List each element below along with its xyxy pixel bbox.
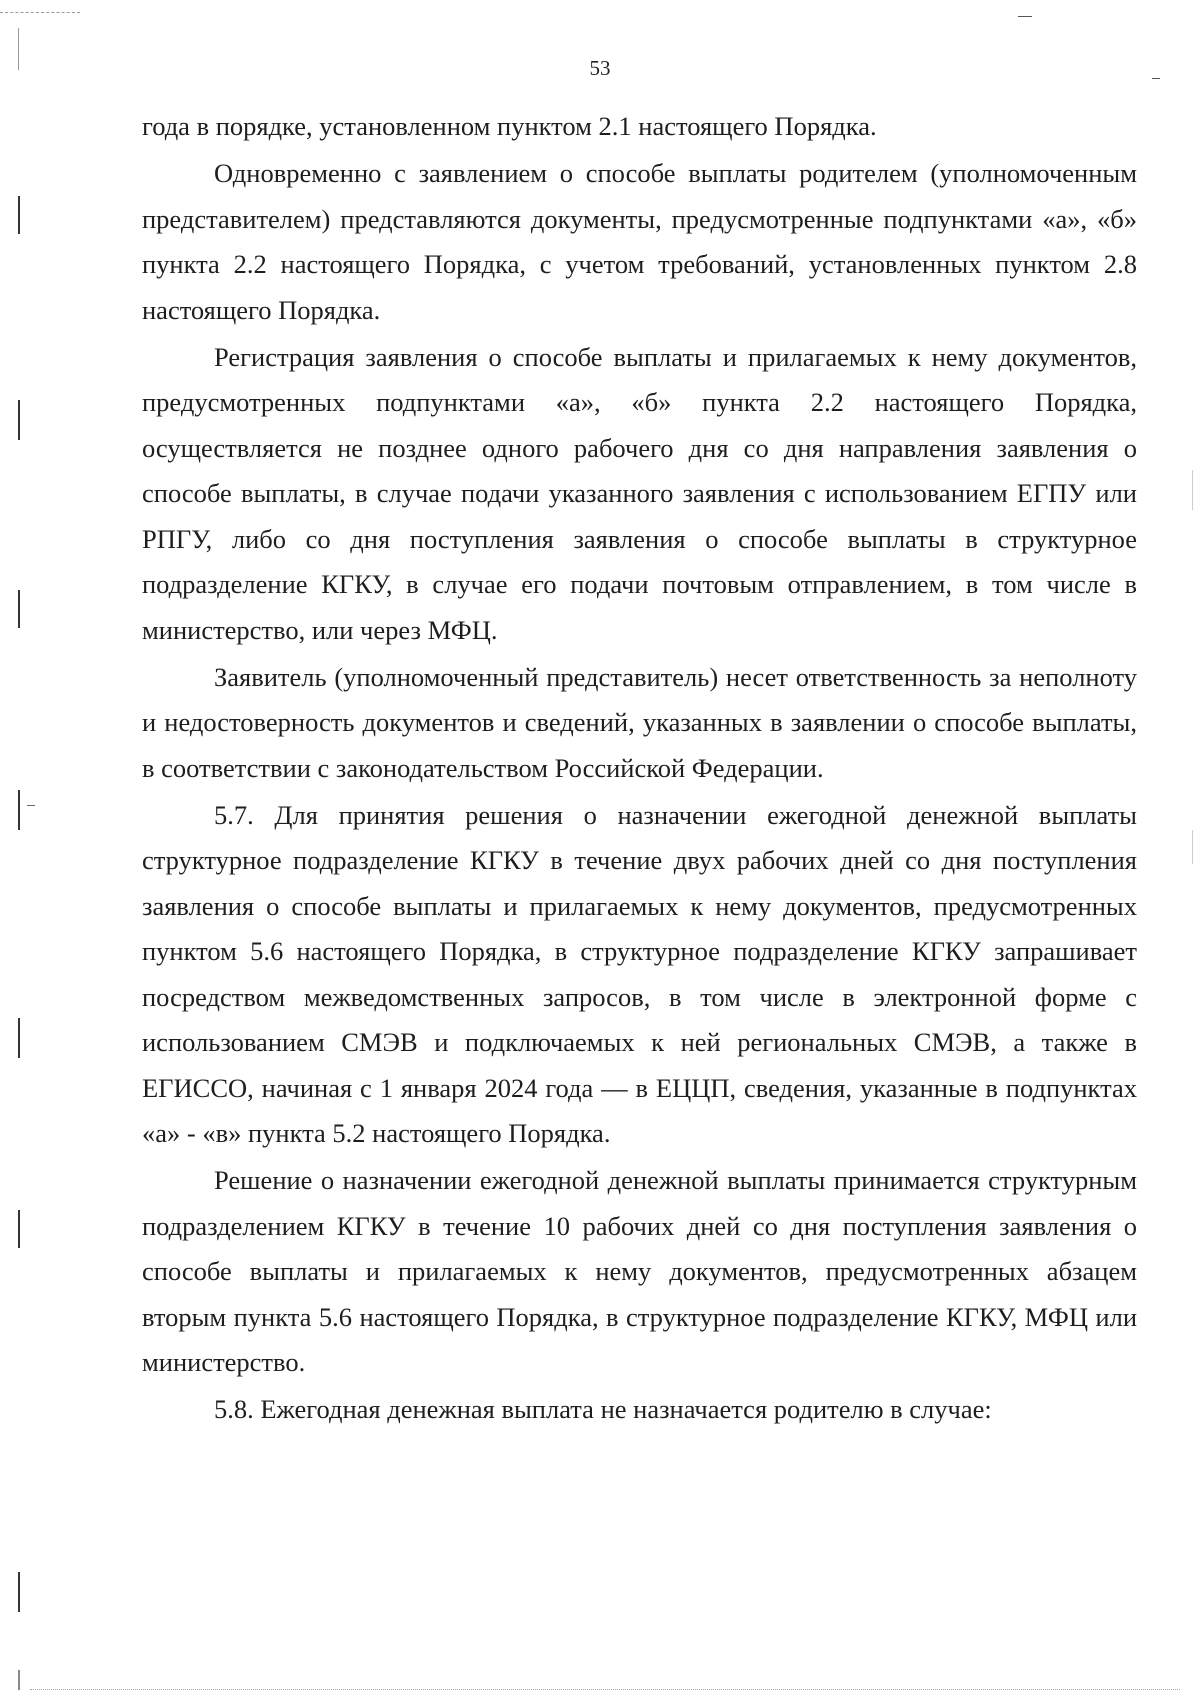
scan-margin-mark	[1152, 78, 1160, 79]
paragraph: Регистрация заявления о способе выплаты и прилагаемых к нему документов, предусмотренных подпунктами «а», «б» пункта 2.2 настоящего Порядка, осуществляется не позднее одного рабочего дня со дня направления заявления о способе выплаты, в случае подачи указанного заявления с использованием ЕГПУ или РПГУ, либо со дня поступления заявления о способе выплаты в структурное подразделение КГКУ, в случае его подачи почтовым отправлением, в том числе в министерство, или через МФЦ.	[142, 341, 1137, 645]
scan-edge-artifact	[0, 12, 80, 13]
paragraph: Заявитель (уполномоченный представитель) несет ответственность за неполноту и недостоверность документов и сведений, указанных в заявлении о способе выплаты, в соответствии с законодательством Российской Федерации.	[142, 661, 1137, 783]
paragraph: Одновременно с заявлением о способе выплаты родителем (уполномоченным представителем) представляются документы, предусмотренные подпунктами «а», «б» пункта 2.2 настоящего Порядка, с учетом требований, установленных пунктом 2.8 настоящего Порядка.	[142, 158, 1137, 325]
paragraph: 5.8. Ежегодная денежная выплата не назначается родителю в случае:	[214, 1394, 992, 1424]
document-body	[142, 104, 1137, 1434]
paragraph: Решение о назначении ежегодной денежной выплаты принимается структурным подразделением КГКУ в течение 10 рабочих дней со дня поступления заявления о способе выплаты и прилагаемых к нему документов, предусмотренных абзацем вторым пункта 5.6 настоящего Порядка, в структурное подразделение КГКУ, МФЦ или министерство.	[142, 1165, 1137, 1377]
scan-margin-mark	[18, 1018, 20, 1058]
scan-margin-mark	[1018, 16, 1032, 17]
scan-margin-mark	[27, 805, 35, 806]
scan-margin-mark	[1192, 470, 1193, 510]
scan-margin-mark	[18, 1670, 20, 1690]
scan-margin-mark	[18, 28, 19, 70]
scan-margin-mark	[18, 196, 20, 234]
paragraph: года в порядке, установленном пунктом 2.1 настоящего Порядка.	[142, 111, 877, 141]
scan-margin-mark	[18, 1572, 20, 1612]
scan-margin-mark	[18, 790, 20, 830]
scan-margin-mark	[18, 590, 20, 628]
page-number: 53	[589, 56, 611, 80]
scan-margin-mark	[18, 1210, 20, 1248]
paragraph: 5.7. Для принятия решения о назначении ежегодной денежной выплаты структурное подразделение КГКУ в течение двух рабочих дней со дня поступления заявления о способе выплаты и прилагаемых к нему документов, предусмотренных пунктом 5.6 настоящего Порядка, в структурное подразделение КГКУ запрашивает посредством межведомственных запросов, в том числе в электронной форме с использованием СМЭВ и подключаемых к ней региональных СМЭВ, а также в ЕГИССО, начиная с 1 января 2024 года — в ЕЦЦП, сведения, указанные в подпунктах «а» - «в» пункта 5.2 настоящего Порядка.	[142, 799, 1137, 1148]
scan-edge-artifact	[30, 1689, 1180, 1690]
scan-margin-mark	[18, 400, 20, 440]
scan-margin-mark	[1192, 830, 1193, 864]
